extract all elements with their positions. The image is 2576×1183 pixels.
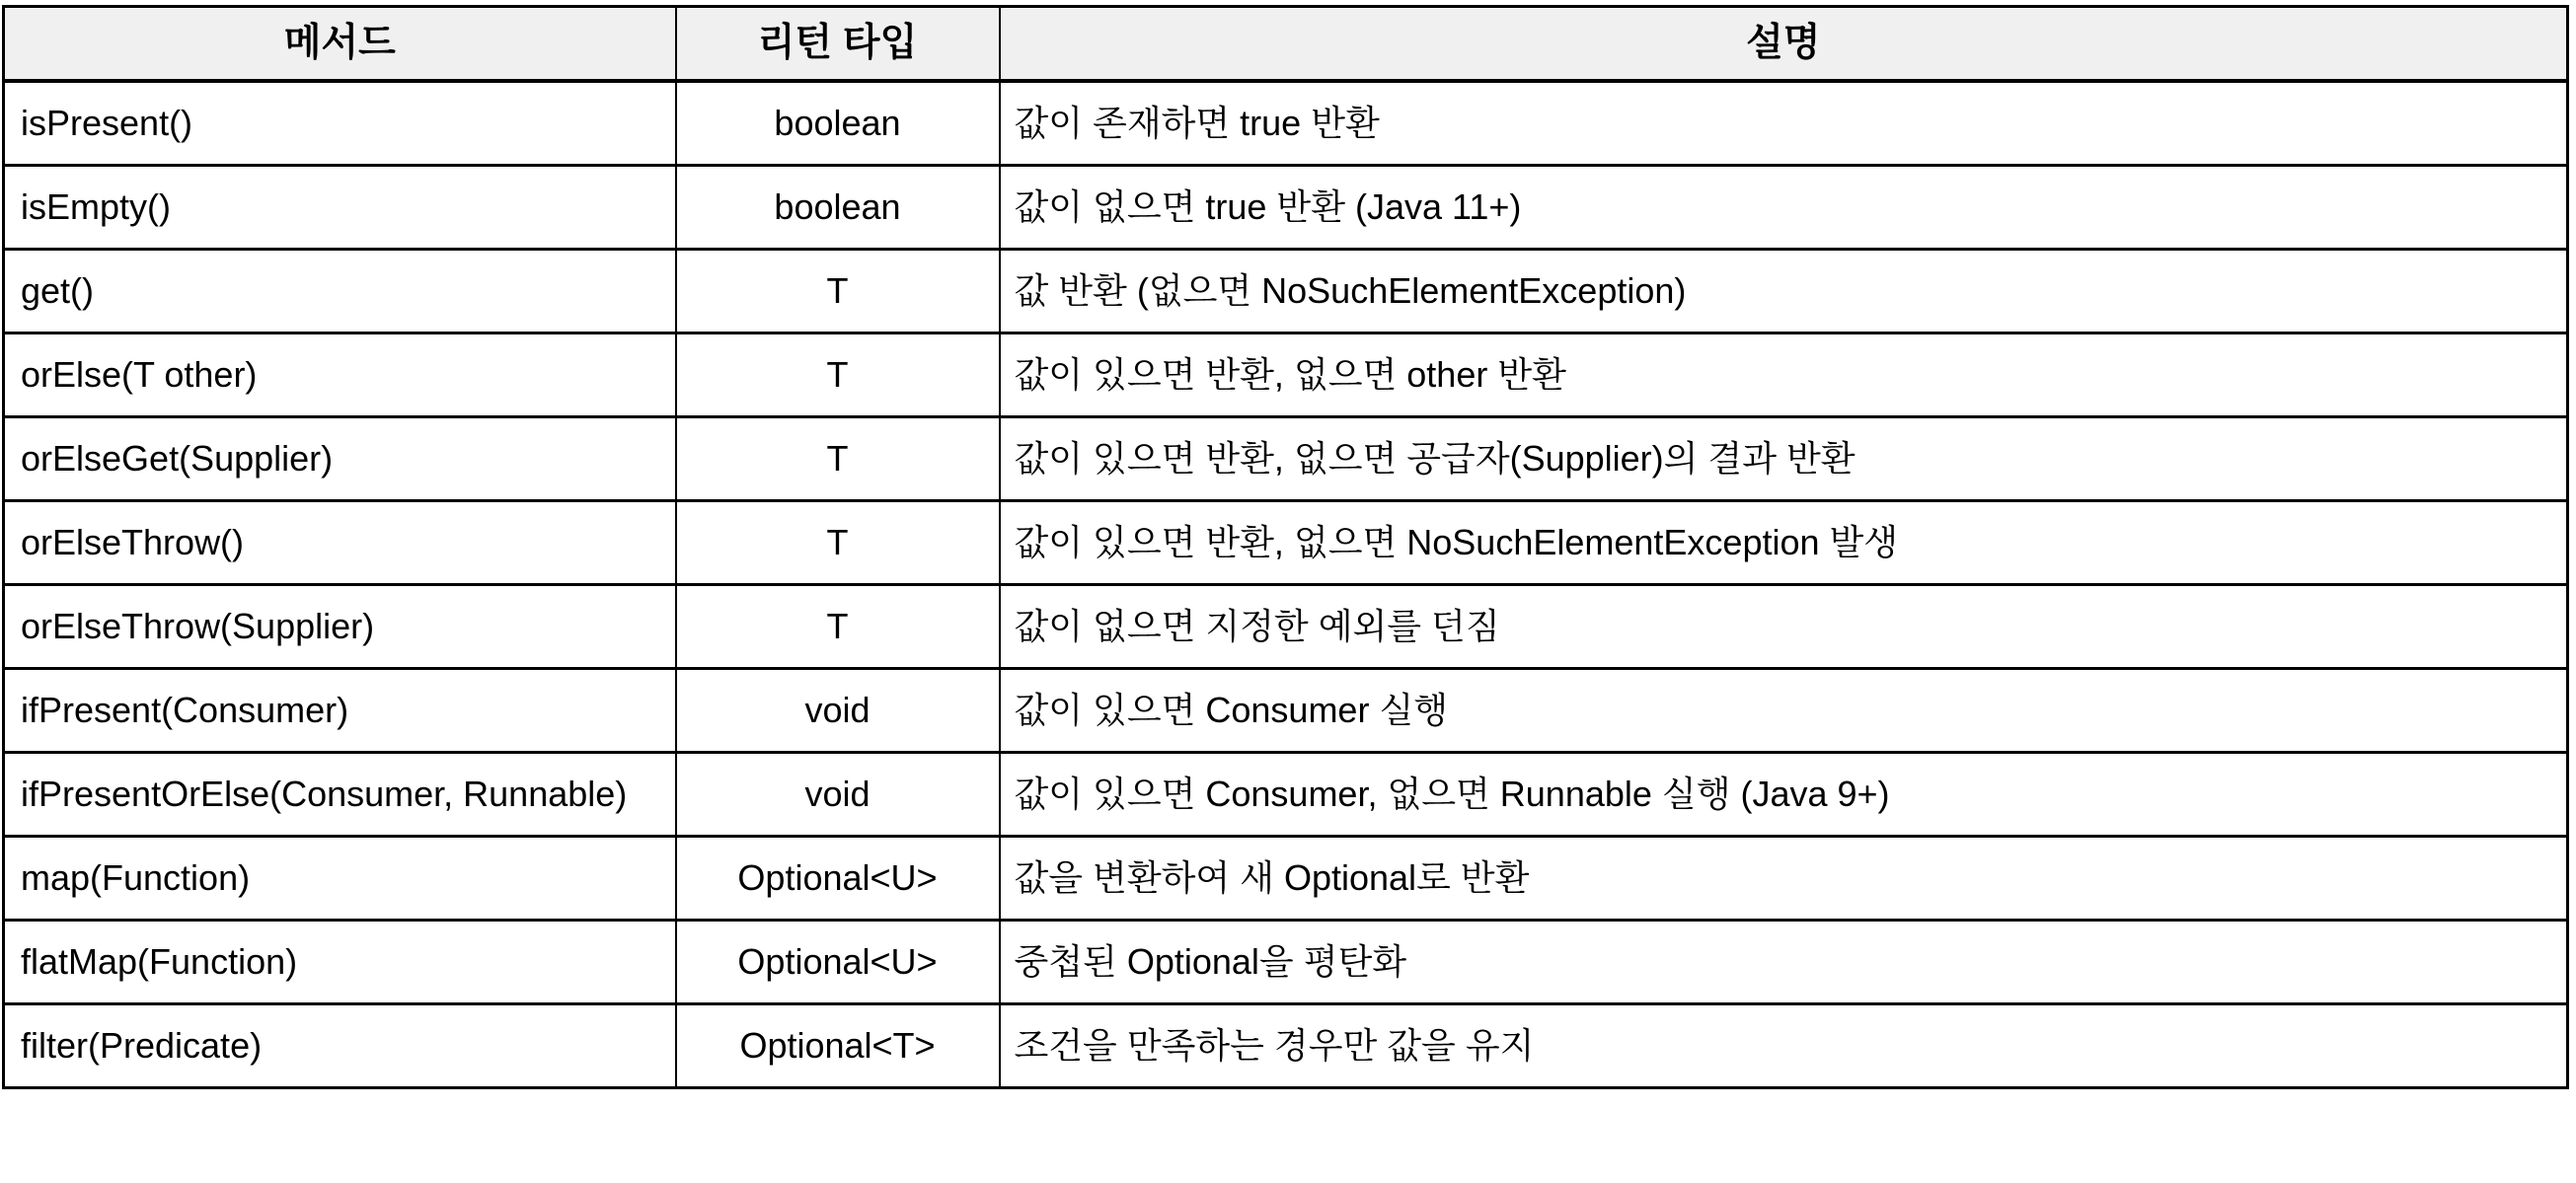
description-cell: 값을 변환하여 새 Optional로 반환 — [1000, 837, 2568, 921]
method-cell: isPresent() — [4, 81, 676, 166]
method-cell: map(Function) — [4, 837, 676, 921]
optional-methods-table — [2, 5, 2569, 1089]
return-type-cell: void — [676, 753, 1000, 837]
table-row — [4, 501, 2568, 585]
description-cell: 값이 있으면 Consumer 실행 — [1000, 669, 2568, 753]
return-type-cell: void — [676, 669, 1000, 753]
description-cell: 값 반환 (없으면 NoSuchElementException) — [1000, 250, 2568, 333]
method-cell: orElseThrow() — [4, 501, 676, 585]
table-row — [4, 585, 2568, 669]
description-cell: 중첩된 Optional을 평탄화 — [1000, 921, 2568, 1004]
method-cell: ifPresent(Consumer) — [4, 669, 676, 753]
description-cell: 조건을 만족하는 경우만 값을 유지 — [1000, 1004, 2568, 1088]
method-cell: ifPresentOrElse(Consumer, Runnable) — [4, 753, 676, 837]
return-type-cell: boolean — [676, 81, 1000, 166]
return-type-cell: T — [676, 501, 1000, 585]
column-header-return-type: 리턴 타입 — [676, 7, 1000, 82]
table-row — [4, 81, 2568, 166]
header-row — [4, 7, 2568, 82]
description-cell: 값이 없으면 true 반환 (Java 11+) — [1000, 166, 2568, 250]
method-cell: isEmpty() — [4, 166, 676, 250]
table-row — [4, 333, 2568, 417]
method-cell: orElse(T other) — [4, 333, 676, 417]
return-type-cell: Optional<U> — [676, 837, 1000, 921]
table-row — [4, 837, 2568, 921]
return-type-cell: boolean — [676, 166, 1000, 250]
return-type-cell: T — [676, 585, 1000, 669]
table-row — [4, 753, 2568, 837]
table-row — [4, 166, 2568, 250]
table-header — [4, 7, 2568, 82]
description-cell: 값이 있으면 반환, 없으면 NoSuchElementException 발생 — [1000, 501, 2568, 585]
table-body — [4, 81, 2568, 1088]
return-type-cell: T — [676, 250, 1000, 333]
method-cell: orElseThrow(Supplier) — [4, 585, 676, 669]
table-row — [4, 250, 2568, 333]
table-row — [4, 417, 2568, 501]
method-cell: orElseGet(Supplier) — [4, 417, 676, 501]
table-row — [4, 921, 2568, 1004]
return-type-cell: Optional<T> — [676, 1004, 1000, 1088]
return-type-cell: T — [676, 417, 1000, 501]
method-cell: filter(Predicate) — [4, 1004, 676, 1088]
column-header-method: 메서드 — [4, 7, 676, 82]
description-cell: 값이 있으면 Consumer, 없으면 Runnable 실행 (Java 9+) — [1000, 753, 2568, 837]
method-cell: flatMap(Function) — [4, 921, 676, 1004]
table-row — [4, 1004, 2568, 1088]
column-header-description: 설명 — [1000, 7, 2568, 82]
table-row — [4, 669, 2568, 753]
description-cell: 값이 있으면 반환, 없으면 other 반환 — [1000, 333, 2568, 417]
description-cell: 값이 존재하면 true 반환 — [1000, 81, 2568, 166]
description-cell: 값이 없으면 지정한 예외를 던짐 — [1000, 585, 2568, 669]
description-cell: 값이 있으면 반환, 없으면 공급자(Supplier)의 결과 반환 — [1000, 417, 2568, 501]
return-type-cell: Optional<U> — [676, 921, 1000, 1004]
method-cell: get() — [4, 250, 676, 333]
return-type-cell: T — [676, 333, 1000, 417]
